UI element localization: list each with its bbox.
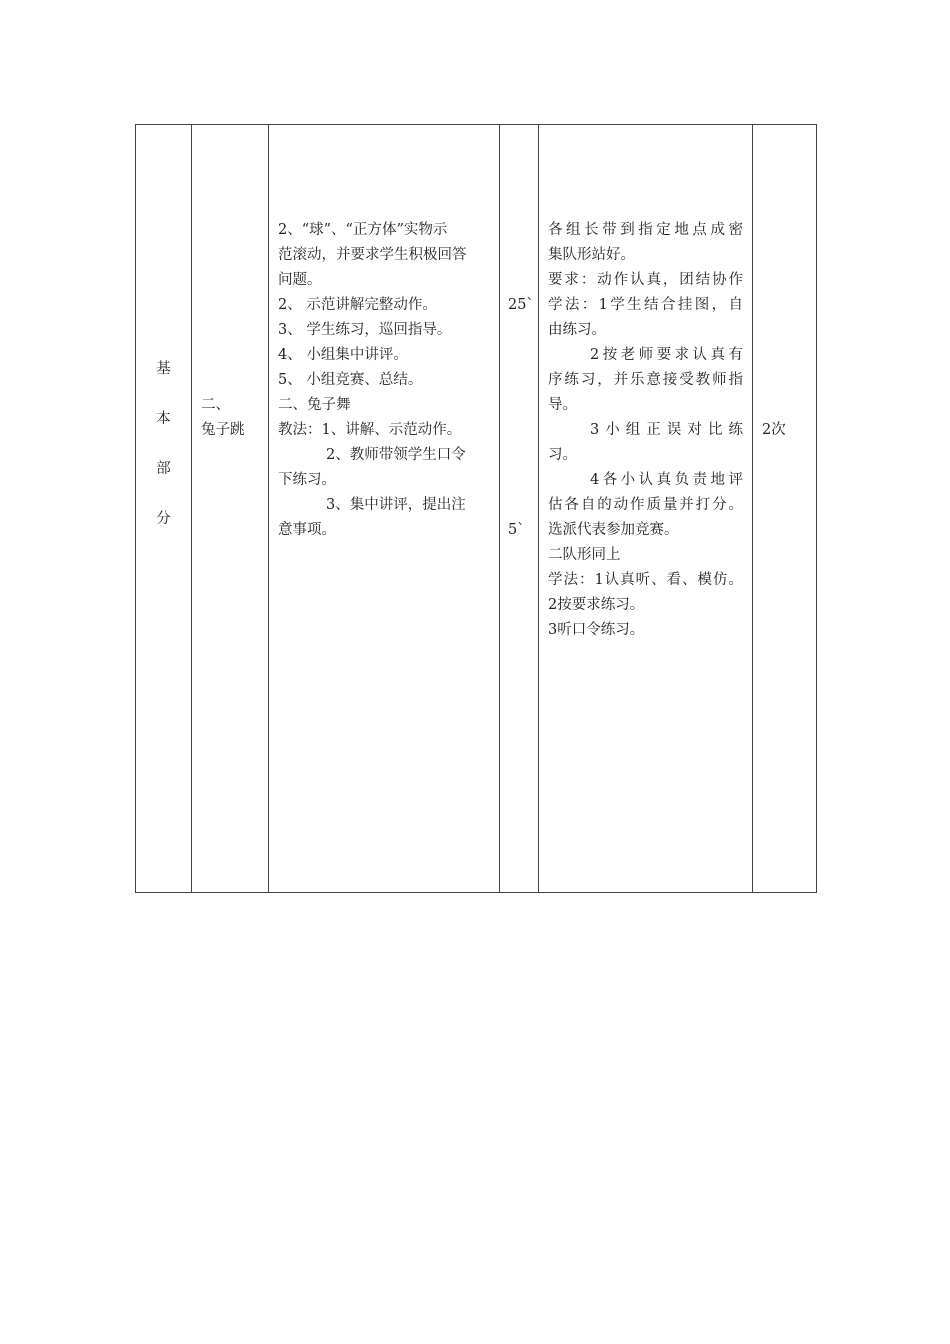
section-label-char: 本	[156, 411, 171, 427]
teacher-line: 5、 小组竞赛、总结。	[278, 372, 423, 388]
repetitions-cell	[753, 125, 817, 893]
time-cell	[500, 125, 539, 893]
teacher-line: 问题。	[278, 272, 322, 288]
student-line: 学法：1学生结合挂图，自	[548, 297, 743, 313]
content-title-line: 二、	[201, 397, 230, 413]
section-label	[136, 357, 191, 557]
teacher-line: 下练习。	[278, 472, 336, 488]
teacher-line: 3、集中讲评，提出注	[326, 497, 466, 513]
teacher-line: 2、 示范讲解完整动作。	[278, 297, 437, 313]
student-line: 要求：动作认真，团结协作	[548, 272, 743, 288]
student-line: 4各小认真负责地评	[590, 472, 743, 488]
student-line: 估各自的动作质量并打分。	[548, 497, 743, 513]
student-line: 序练习，并乐意接受教师指	[548, 372, 743, 388]
student-line: 习。	[548, 447, 577, 463]
student-line: 学法：1认真听、看、模仿。	[548, 572, 743, 588]
table-row	[136, 125, 817, 893]
student-line: 3小组正误对比练	[590, 422, 743, 438]
content-title-cell	[192, 125, 269, 893]
teacher-line: 范滚动，并要求学生积极回答	[278, 247, 467, 263]
student-activities	[548, 218, 743, 643]
student-line: 2按要求练习。	[548, 597, 645, 613]
repetitions-value: 2次	[762, 422, 786, 438]
student-line: 3听口令练习。	[548, 622, 645, 638]
section-label-char: 分	[156, 511, 171, 527]
teacher-activities	[278, 218, 491, 543]
student-line: 由练习。	[548, 322, 606, 338]
student-line: 2按老师要求认真有	[590, 347, 743, 363]
section-label-char: 部	[156, 461, 171, 477]
student-line: 导。	[548, 397, 577, 413]
student-line: 选派代表参加竞赛。	[548, 522, 679, 538]
teacher-line: 教法：1、讲解、示范动作。	[278, 422, 462, 438]
teacher-activities-cell	[269, 125, 500, 893]
content-title-line: 兔子跳	[201, 422, 245, 438]
student-activities-cell	[539, 125, 753, 893]
time-value: 25`	[508, 297, 534, 313]
time-value: 5`	[508, 522, 525, 538]
teacher-line: 2、“球”、“正方体”实物示	[278, 222, 448, 238]
teacher-line: 3、 学生练习，巡回指导。	[278, 322, 452, 338]
section-label-cell	[136, 125, 192, 893]
teacher-line: 2、教师带领学生口令	[326, 447, 466, 463]
student-line: 二队形同上	[548, 547, 621, 563]
lesson-plan-table	[135, 124, 817, 893]
teacher-line: 二、兔子舞	[278, 397, 351, 413]
teacher-line: 4、 小组集中讲评。	[278, 347, 408, 363]
teacher-line: 意事项。	[278, 522, 336, 538]
student-line: 集队形站好。	[548, 247, 635, 263]
section-label-char: 基	[156, 361, 171, 377]
student-line: 各组长带到指定地点成密	[548, 222, 743, 238]
content-title	[201, 393, 245, 443]
